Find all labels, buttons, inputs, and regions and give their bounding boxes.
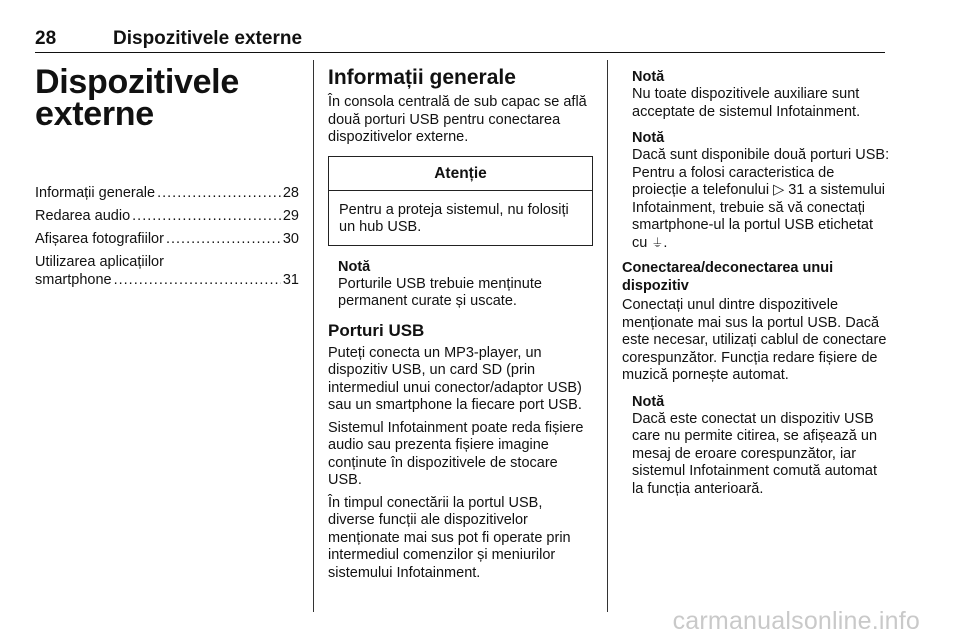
toc-page: 31: [282, 272, 299, 288]
note: [632, 393, 890, 499]
toc-leader-dots: [114, 271, 281, 289]
note: [338, 258, 593, 311]
toc-label: Informații generale: [35, 185, 156, 201]
usb-port-icon: ⏚: [651, 235, 664, 250]
page-header: [35, 26, 885, 53]
column-divider-1: [313, 60, 314, 612]
chapter-title: [35, 63, 299, 133]
toc-leader-dots: [132, 207, 281, 225]
paragraph: Sistemul Infotainment poate reda fișiere audio sau prezenta fișiere imagine conținute în dispozitivele de stocare USB.: [328, 419, 584, 488]
warning-text: Pentru a proteja sistemul, nu folosiți un hub USB.: [339, 201, 569, 235]
note-label: Notă: [632, 130, 665, 146]
chapter-column: [35, 60, 299, 294]
toc-item[interactable]: [35, 207, 299, 225]
toc-leader-dots: [157, 184, 281, 202]
note: [632, 129, 890, 252]
toc-page: 30: [282, 231, 299, 247]
toc-item[interactable]: [35, 253, 299, 289]
note-text: [632, 147, 890, 252]
note-text: Dacă este conectat un dispozitiv USB care nu permite citirea, se afișează un mesaj de eroare corespunzător, iar sistemul Infotainment comută automat la funcția anterioară.: [632, 410, 878, 497]
warning-box: [328, 156, 593, 246]
chapter-title-line2: externe: [35, 95, 154, 133]
toc-leader-dots: [166, 230, 281, 248]
chapter-title-line1: Dispozitivele: [35, 63, 239, 101]
note: [632, 68, 890, 121]
column-divider-2: [607, 60, 608, 612]
table-of-contents: [35, 184, 299, 289]
cross-reference-arrow-icon: ▷: [773, 182, 785, 198]
page-number: 28: [35, 28, 57, 49]
toc-label: smartphone: [35, 272, 112, 288]
toc-label: Redarea audio: [35, 208, 131, 224]
note-label: Notă: [632, 393, 665, 410]
toc-item[interactable]: [35, 184, 299, 202]
toc-page: 29: [282, 208, 299, 224]
running-header-title: Dispozitivele externe: [113, 28, 303, 49]
toc-label: Afișarea fotografiilor: [35, 231, 164, 247]
toc-item[interactable]: [35, 230, 299, 248]
note-label: Notă: [632, 69, 665, 85]
cross-reference-page[interactable]: 31: [788, 182, 805, 198]
paragraph: În timpul conectării la portul USB, diverse funcții ale dispozitivelor menționate mai sus pot fi operate prin intermediul comenzilor și meniurilor sistemului Infotainment.: [328, 494, 571, 581]
toc-label-line1: Utilizarea aplicațiilor: [35, 254, 164, 270]
note-text: Nu toate dispozitivele auxiliare sunt acceptate de sistemul Infotainment.: [632, 86, 861, 120]
note-text-part: Dacă sunt disponibile două porturi USB: Pentru a folosi caracteristica de proiecție a telefonului: [632, 147, 890, 198]
paragraph: Puteți conecta un MP3-player, un dispozitiv USB, un card SD (prin intermediul unui conector/adaptor USB) sau un smartphone la fiecare port USB.: [328, 344, 582, 413]
middle-column: [328, 60, 593, 587]
connect-subtitle: Conectarea/deconectarea unui dispozitiv: [622, 260, 834, 294]
watermark: carmanualsonline.info: [672, 607, 920, 635]
usb-ports-title: Porturi USB: [328, 320, 425, 340]
toc-page: 28: [282, 185, 299, 201]
note-text-part: .: [663, 234, 668, 251]
section-title: Informații generale: [328, 66, 516, 89]
note-text-part: a sistemului Infotainment, trebuie să vă conectați smartphone-ul la portul USB etichetat cu: [632, 182, 885, 251]
intro-paragraph: În consola centrală de sub capac se află două porturi USB pentru conectarea dispozitivelor externe.: [328, 94, 587, 145]
paragraph: Conectați unul dintre dispozitivele menționate mai sus la portul USB. Dacă este necesar, utilizați cablul de conectare corespunzător. Funcția redare fișiere de muzică pornește automat.: [622, 297, 887, 383]
note-label: Notă: [338, 258, 371, 275]
warning-title: Atenție: [329, 157, 592, 191]
right-column: [622, 60, 890, 504]
note-text: Porturile USB trebuie menținute permanent curate și uscate.: [338, 275, 542, 309]
